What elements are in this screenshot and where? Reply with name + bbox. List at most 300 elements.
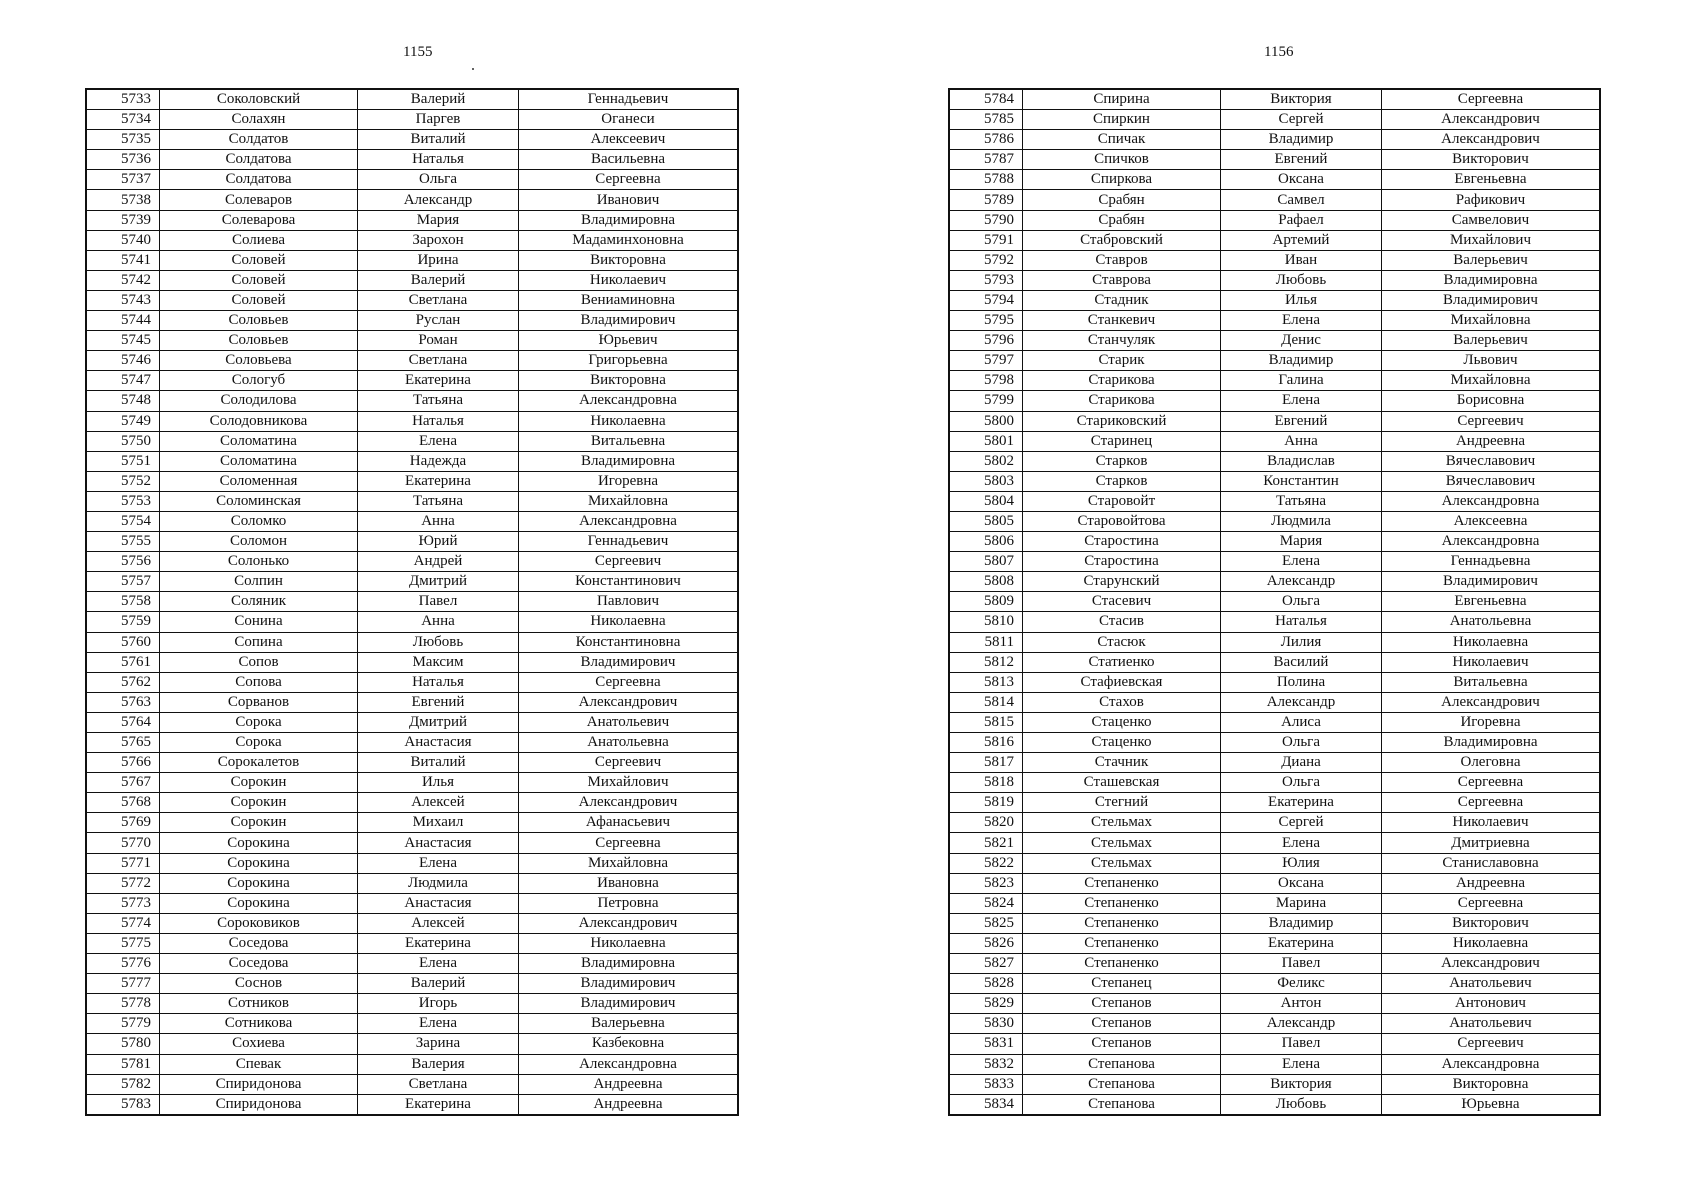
patronymic-cell: Вячеславович	[1382, 471, 1600, 491]
given-name-cell: Анна	[1221, 431, 1382, 451]
given-name-cell: Галина	[1221, 371, 1382, 391]
row-number-cell: 5831	[950, 1034, 1023, 1054]
surname-cell: Степаненко	[1023, 913, 1221, 933]
row-number-cell: 5748	[87, 391, 160, 411]
surname-cell: Стадник	[1023, 290, 1221, 310]
table-row	[950, 431, 1600, 451]
given-name-cell: Дмитрий	[358, 572, 519, 592]
patronymic-cell: Сергеевич	[1382, 411, 1600, 431]
row-number-cell: 5778	[87, 994, 160, 1014]
surname-cell: Сорокина	[160, 893, 358, 913]
patronymic-cell: Игоревна	[1382, 712, 1600, 732]
given-name-cell: Евгений	[1221, 411, 1382, 431]
row-number-cell: 5779	[87, 1014, 160, 1034]
row-number-cell: 5811	[950, 632, 1023, 652]
surname-cell: Сорока	[160, 712, 358, 732]
row-number-cell: 5751	[87, 451, 160, 471]
surname-cell: Сорокина	[160, 833, 358, 853]
patronymic-cell: Анатольевич	[1382, 1014, 1600, 1034]
patronymic-cell: Игоревна	[519, 471, 738, 491]
table-row	[950, 250, 1600, 270]
surname-cell: Спевак	[160, 1054, 358, 1074]
row-number-cell: 5789	[950, 190, 1023, 210]
given-name-cell: Наталья	[358, 672, 519, 692]
patronymic-cell: Владимировна	[1382, 270, 1600, 290]
given-name-cell: Елена	[358, 853, 519, 873]
patronymic-cell: Викторович	[1382, 150, 1600, 170]
table-row	[950, 813, 1600, 833]
table-row	[950, 933, 1600, 953]
given-name-cell: Ольга	[1221, 592, 1382, 612]
page-number-right: 1156	[1264, 44, 1294, 60]
surname-cell: Спичков	[1023, 150, 1221, 170]
given-name-cell: Татьяна	[1221, 491, 1382, 511]
table-row	[87, 431, 738, 451]
patronymic-cell: Рафикович	[1382, 190, 1600, 210]
surname-cell: Сорокин	[160, 773, 358, 793]
given-name-cell: Юлия	[1221, 853, 1382, 873]
given-name-cell: Оксана	[1221, 170, 1382, 190]
surname-cell: Солодовникова	[160, 411, 358, 431]
surname-cell: Спиридонова	[160, 1074, 358, 1094]
patronymic-cell: Валерьевич	[1382, 331, 1600, 351]
table-row	[87, 873, 738, 893]
patronymic-cell: Константиновна	[519, 632, 738, 652]
patronymic-cell: Андреевна	[519, 1074, 738, 1094]
table-row	[950, 150, 1600, 170]
surname-cell: Степаненко	[1023, 873, 1221, 893]
surname-cell: Сорокалетов	[160, 753, 358, 773]
given-name-cell: Елена	[358, 954, 519, 974]
patronymic-cell: Владимировна	[519, 451, 738, 471]
surname-cell: Степанов	[1023, 1034, 1221, 1054]
given-name-cell: Василий	[1221, 652, 1382, 672]
given-name-cell: Алексей	[358, 913, 519, 933]
table-row	[950, 491, 1600, 511]
row-number-cell: 5809	[950, 592, 1023, 612]
row-number-cell: 5771	[87, 853, 160, 873]
patronymic-cell: Андреевна	[519, 1094, 738, 1114]
surname-cell: Степаненко	[1023, 933, 1221, 953]
table-row	[950, 793, 1600, 813]
patronymic-cell: Иванович	[519, 190, 738, 210]
given-name-cell: Денис	[1221, 331, 1382, 351]
surname-cell: Спирина	[1023, 90, 1221, 110]
surname-cell: Стариковский	[1023, 411, 1221, 431]
table-row	[950, 391, 1600, 411]
table-row	[950, 371, 1600, 391]
table-row	[87, 90, 738, 110]
table-row	[87, 491, 738, 511]
given-name-cell: Владислав	[1221, 451, 1382, 471]
table-row	[950, 672, 1600, 692]
row-number-cell: 5753	[87, 491, 160, 511]
surname-cell: Сороковиков	[160, 913, 358, 933]
given-name-cell: Валерий	[358, 270, 519, 290]
patronymic-cell: Николаевич	[1382, 813, 1600, 833]
roster-table-right	[949, 89, 1600, 1115]
row-number-cell: 5826	[950, 933, 1023, 953]
table-row	[950, 954, 1600, 974]
given-name-cell: Елена	[358, 1014, 519, 1034]
patronymic-cell: Алексеевна	[1382, 511, 1600, 531]
given-name-cell: Екатерина	[1221, 793, 1382, 813]
row-number-cell: 5805	[950, 511, 1023, 531]
given-name-cell: Феликс	[1221, 974, 1382, 994]
table-row	[950, 1054, 1600, 1074]
surname-cell: Степанова	[1023, 1074, 1221, 1094]
row-number-cell: 5756	[87, 552, 160, 572]
patronymic-cell: Михайловна	[519, 491, 738, 511]
surname-cell: Солахян	[160, 110, 358, 130]
table-row	[950, 692, 1600, 712]
row-number-cell: 5757	[87, 572, 160, 592]
row-number-cell: 5823	[950, 873, 1023, 893]
surname-cell: Сотникова	[160, 1014, 358, 1034]
given-name-cell: Павел	[1221, 954, 1382, 974]
row-number-cell: 5763	[87, 692, 160, 712]
patronymic-cell: Константинович	[519, 572, 738, 592]
surname-cell: Степанова	[1023, 1094, 1221, 1114]
row-number-cell: 5787	[950, 150, 1023, 170]
table-row	[87, 532, 738, 552]
surname-cell: Соломатина	[160, 451, 358, 471]
surname-cell: Солеваров	[160, 190, 358, 210]
row-number-cell: 5820	[950, 813, 1023, 833]
table-row	[950, 572, 1600, 592]
patronymic-cell: Николаевна	[1382, 632, 1600, 652]
table-row	[87, 933, 738, 953]
row-number-cell: 5802	[950, 451, 1023, 471]
table-row	[87, 652, 738, 672]
given-name-cell: Дмитрий	[358, 712, 519, 732]
patronymic-cell: Сергеевич	[519, 552, 738, 572]
roster-table-left	[86, 89, 738, 1115]
row-number-cell: 5760	[87, 632, 160, 652]
given-name-cell: Светлана	[358, 290, 519, 310]
given-name-cell: Евгений	[1221, 150, 1382, 170]
given-name-cell: Полина	[1221, 672, 1382, 692]
given-name-cell: Александр	[1221, 1014, 1382, 1034]
patronymic-cell: Викторовна	[519, 371, 738, 391]
row-number-cell: 5800	[950, 411, 1023, 431]
surname-cell: Старков	[1023, 471, 1221, 491]
surname-cell: Старунский	[1023, 572, 1221, 592]
row-number-cell: 5768	[87, 793, 160, 813]
given-name-cell: Ольга	[358, 170, 519, 190]
table-row	[950, 853, 1600, 873]
given-name-cell: Лилия	[1221, 632, 1382, 652]
table-row	[87, 351, 738, 371]
surname-cell: Соловей	[160, 270, 358, 290]
given-name-cell: Илья	[1221, 290, 1382, 310]
patronymic-cell: Станиславовна	[1382, 853, 1600, 873]
patronymic-cell: Александровна	[519, 1054, 738, 1074]
table-row	[87, 572, 738, 592]
row-number-cell: 5799	[950, 391, 1023, 411]
given-name-cell: Владимир	[1221, 351, 1382, 371]
surname-cell: Солдатов	[160, 130, 358, 150]
row-number-cell: 5740	[87, 230, 160, 250]
surname-cell: Соседова	[160, 954, 358, 974]
table-row	[950, 110, 1600, 130]
row-number-cell: 5776	[87, 954, 160, 974]
row-number-cell: 5822	[950, 853, 1023, 873]
surname-cell: Степаненко	[1023, 893, 1221, 913]
table-row	[950, 1014, 1600, 1034]
table-row	[87, 893, 738, 913]
given-name-cell: Виталий	[358, 130, 519, 150]
patronymic-cell: Сергеевна	[1382, 90, 1600, 110]
patronymic-cell: Петровна	[519, 893, 738, 913]
table-row	[950, 511, 1600, 531]
row-number-cell: 5815	[950, 712, 1023, 732]
patronymic-cell: Александровна	[1382, 532, 1600, 552]
given-name-cell: Людмила	[1221, 511, 1382, 531]
given-name-cell: Сергей	[1221, 813, 1382, 833]
table-row	[950, 733, 1600, 753]
patronymic-cell: Ивановна	[519, 873, 738, 893]
given-name-cell: Любовь	[1221, 1094, 1382, 1114]
surname-cell: Старикова	[1023, 371, 1221, 391]
surname-cell: Стаценко	[1023, 733, 1221, 753]
table-row	[87, 753, 738, 773]
patronymic-cell: Сергеевна	[519, 672, 738, 692]
row-number-cell: 5784	[950, 90, 1023, 110]
given-name-cell: Юрий	[358, 532, 519, 552]
row-number-cell: 5786	[950, 130, 1023, 150]
patronymic-cell: Вячеславович	[1382, 451, 1600, 471]
surname-cell: Сорокин	[160, 813, 358, 833]
table-row	[950, 552, 1600, 572]
surname-cell: Степанов	[1023, 994, 1221, 1014]
given-name-cell: Светлана	[358, 1074, 519, 1094]
given-name-cell: Екатерина	[358, 371, 519, 391]
table-row	[950, 712, 1600, 732]
row-number-cell: 5796	[950, 331, 1023, 351]
row-number-cell: 5834	[950, 1094, 1023, 1114]
surname-cell: Старовойтова	[1023, 511, 1221, 531]
surname-cell: Соловьев	[160, 331, 358, 351]
given-name-cell: Артемий	[1221, 230, 1382, 250]
given-name-cell: Анна	[358, 612, 519, 632]
given-name-cell: Ольга	[1221, 773, 1382, 793]
given-name-cell: Павел	[1221, 1034, 1382, 1054]
table-row	[87, 1014, 738, 1034]
patronymic-cell: Геннадьевич	[519, 532, 738, 552]
table-row	[950, 1094, 1600, 1114]
table-row	[87, 210, 738, 230]
given-name-cell: Елена	[1221, 391, 1382, 411]
surname-cell: Сорокин	[160, 793, 358, 813]
surname-cell: Спиркин	[1023, 110, 1221, 130]
patronymic-cell: Михайловна	[519, 853, 738, 873]
patronymic-cell: Казбековна	[519, 1034, 738, 1054]
row-number-cell: 5788	[950, 170, 1023, 190]
row-number-cell: 5808	[950, 572, 1023, 592]
patronymic-cell: Витальевна	[1382, 672, 1600, 692]
given-name-cell: Виталий	[358, 753, 519, 773]
table-row	[87, 250, 738, 270]
table-row	[87, 371, 738, 391]
table-row	[87, 853, 738, 873]
given-name-cell: Самвел	[1221, 190, 1382, 210]
patronymic-cell: Анатольевич	[1382, 974, 1600, 994]
row-number-cell: 5794	[950, 290, 1023, 310]
given-name-cell: Татьяна	[358, 491, 519, 511]
surname-cell: Соляник	[160, 592, 358, 612]
patronymic-cell: Михайлович	[519, 773, 738, 793]
table-row	[950, 311, 1600, 331]
surname-cell: Статиенко	[1023, 652, 1221, 672]
row-number-cell: 5765	[87, 733, 160, 753]
patronymic-cell: Александрович	[1382, 692, 1600, 712]
table-row	[950, 833, 1600, 853]
patronymic-cell: Юрьевич	[519, 331, 738, 351]
given-name-cell: Павел	[358, 592, 519, 612]
given-name-cell: Валерий	[358, 90, 519, 110]
surname-cell: Старовойт	[1023, 491, 1221, 511]
row-number-cell: 5767	[87, 773, 160, 793]
row-number-cell: 5791	[950, 230, 1023, 250]
row-number-cell: 5814	[950, 692, 1023, 712]
row-number-cell: 5813	[950, 672, 1023, 692]
patronymic-cell: Сергеевна	[1382, 893, 1600, 913]
given-name-cell: Алексей	[358, 793, 519, 813]
row-number-cell: 5783	[87, 1094, 160, 1114]
table-row	[950, 773, 1600, 793]
surname-cell: Степанов	[1023, 1014, 1221, 1034]
row-number-cell: 5806	[950, 532, 1023, 552]
table-row	[87, 994, 738, 1014]
given-name-cell: Алиса	[1221, 712, 1382, 732]
surname-cell: Сотников	[160, 994, 358, 1014]
given-name-cell: Александр	[1221, 572, 1382, 592]
table-row	[950, 652, 1600, 672]
patronymic-cell: Евгеньевна	[1382, 592, 1600, 612]
patronymic-cell: Николаевич	[1382, 652, 1600, 672]
table-row	[87, 913, 738, 933]
row-number-cell: 5772	[87, 873, 160, 893]
patronymic-cell: Александровна	[519, 391, 738, 411]
row-number-cell: 5759	[87, 612, 160, 632]
table-row	[87, 793, 738, 813]
surname-cell: Сорокина	[160, 853, 358, 873]
surname-cell: Стегний	[1023, 793, 1221, 813]
table-row	[950, 411, 1600, 431]
table-row	[950, 130, 1600, 150]
row-number-cell: 5785	[950, 110, 1023, 130]
given-name-cell: Анастасия	[358, 833, 519, 853]
surname-cell: Старков	[1023, 451, 1221, 471]
surname-cell: Ставрова	[1023, 270, 1221, 290]
surname-cell: Соловьева	[160, 351, 358, 371]
surname-cell: Соломатина	[160, 431, 358, 451]
row-number-cell: 5795	[950, 311, 1023, 331]
table-row	[87, 632, 738, 652]
row-number-cell: 5825	[950, 913, 1023, 933]
table-row	[87, 411, 738, 431]
row-number-cell: 5829	[950, 994, 1023, 1014]
patronymic-cell: Викторовна	[519, 250, 738, 270]
given-name-cell: Елена	[1221, 552, 1382, 572]
table-row	[87, 110, 738, 130]
patronymic-cell: Николаевна	[519, 933, 738, 953]
patronymic-cell: Геннадьевич	[519, 90, 738, 110]
patronymic-cell: Владимировна	[519, 954, 738, 974]
row-number-cell: 5780	[87, 1034, 160, 1054]
given-name-cell: Диана	[1221, 753, 1382, 773]
row-number-cell: 5798	[950, 371, 1023, 391]
patronymic-cell: Борисовна	[1382, 391, 1600, 411]
given-name-cell: Светлана	[358, 351, 519, 371]
given-name-cell: Оксана	[1221, 873, 1382, 893]
row-number-cell: 5775	[87, 933, 160, 953]
surname-cell: Срабян	[1023, 210, 1221, 230]
patronymic-cell: Александровна	[519, 511, 738, 531]
surname-cell: Стельмах	[1023, 853, 1221, 873]
surname-cell: Старинец	[1023, 431, 1221, 451]
patronymic-cell: Михайловна	[1382, 311, 1600, 331]
surname-cell: Степанова	[1023, 1054, 1221, 1074]
row-number-cell: 5743	[87, 290, 160, 310]
patronymic-cell: Анатольевна	[519, 733, 738, 753]
row-number-cell: 5812	[950, 652, 1023, 672]
given-name-cell: Мария	[1221, 532, 1382, 552]
surname-cell: Солдатова	[160, 170, 358, 190]
surname-cell: Соломон	[160, 532, 358, 552]
row-number-cell: 5810	[950, 612, 1023, 632]
row-number-cell: 5781	[87, 1054, 160, 1074]
patronymic-cell: Александрович	[1382, 130, 1600, 150]
row-number-cell: 5827	[950, 954, 1023, 974]
row-number-cell: 5733	[87, 90, 160, 110]
table-row	[950, 270, 1600, 290]
given-name-cell: Людмила	[358, 873, 519, 893]
given-name-cell: Елена	[1221, 833, 1382, 853]
table-row	[87, 612, 738, 632]
row-number-cell: 5824	[950, 893, 1023, 913]
patronymic-cell: Сергеевна	[519, 170, 738, 190]
patronymic-cell: Валерьевич	[1382, 250, 1600, 270]
given-name-cell: Елена	[1221, 311, 1382, 331]
table-row	[87, 311, 738, 331]
surname-cell: Стафиевская	[1023, 672, 1221, 692]
surname-cell: Старостина	[1023, 552, 1221, 572]
patronymic-cell: Геннадьевна	[1382, 552, 1600, 572]
patronymic-cell: Андреевна	[1382, 431, 1600, 451]
table-row	[950, 1034, 1600, 1054]
surname-cell: Старикова	[1023, 391, 1221, 411]
patronymic-cell: Николаевна	[519, 612, 738, 632]
row-number-cell: 5807	[950, 552, 1023, 572]
table-row	[87, 150, 738, 170]
surname-cell: Стачник	[1023, 753, 1221, 773]
surname-cell: Сопина	[160, 632, 358, 652]
patronymic-cell: Витальевна	[519, 431, 738, 451]
row-number-cell: 5830	[950, 1014, 1023, 1034]
table-row	[87, 230, 738, 250]
surname-cell: Сорванов	[160, 692, 358, 712]
patronymic-cell: Андреевна	[1382, 873, 1600, 893]
given-name-cell: Наталья	[358, 411, 519, 431]
table-row	[87, 190, 738, 210]
surname-cell: Солиева	[160, 230, 358, 250]
row-number-cell: 5828	[950, 974, 1023, 994]
table-row	[87, 290, 738, 310]
table-row	[950, 290, 1600, 310]
patronymic-cell: Оганеси	[519, 110, 738, 130]
